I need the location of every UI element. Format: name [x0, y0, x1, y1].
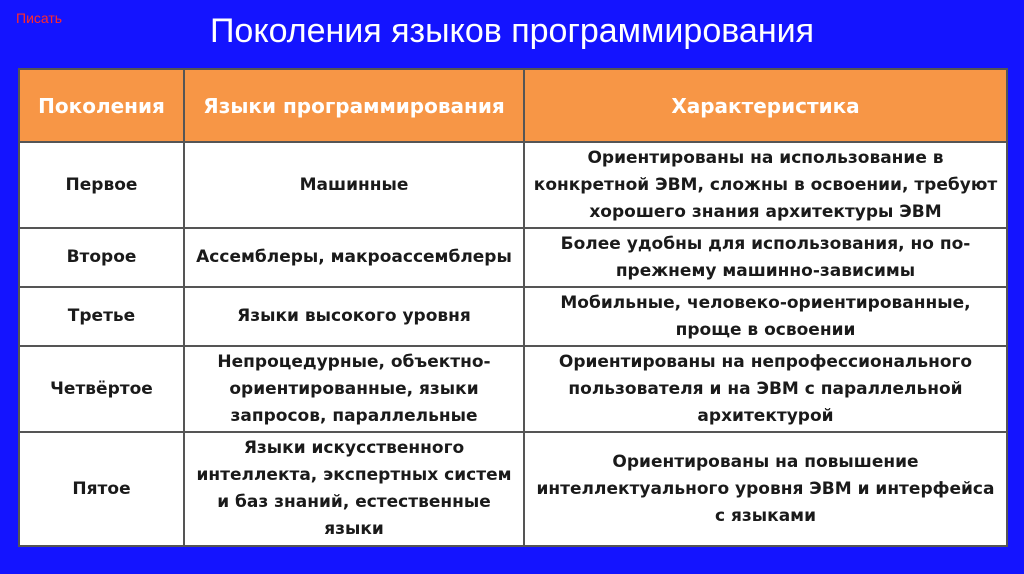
- characteristic-cell: Более удобны для использования, но по-прежнему машинно-зависимы: [524, 228, 1007, 287]
- characteristic-cell: Мобильные, человеко-ориентированные, проще в освоении: [524, 287, 1007, 346]
- characteristic-cell: Ориентированы на непрофессионального пользователя и на ЭВМ с параллельной архитектурой: [524, 346, 1007, 432]
- languages-cell: Ассемблеры, макроассемблеры: [184, 228, 524, 287]
- languages-cell: Языки искусственного интеллекта, экспертных систем и баз знаний, естественные языки: [184, 432, 524, 546]
- header-characteristic: Характеристика: [524, 69, 1007, 142]
- table-row: [19, 346, 1007, 432]
- generation-cell: Третье: [19, 287, 184, 346]
- header-generations: Поколения: [19, 69, 184, 142]
- write-link[interactable]: Писать: [16, 10, 63, 26]
- generation-cell: Второе: [19, 228, 184, 287]
- languages-cell: Непроцедурные, объектно-ориентированные, языки запросов, параллельные: [184, 346, 524, 432]
- table-row: [19, 142, 1007, 228]
- page-title: Поколения языков программирования: [209, 12, 815, 50]
- languages-cell: Языки высокого уровня: [184, 287, 524, 346]
- languages-cell: Машинные: [184, 142, 524, 228]
- characteristic-cell: Ориентированы на использование в конкретной ЭВМ, сложны в освоении, требуют хорошего знания архитектуры ЭВМ: [524, 142, 1007, 228]
- generations-table: [18, 68, 1008, 547]
- table-row: [19, 228, 1007, 287]
- characteristic-cell: Ориентированы на повышение интеллектуального уровня ЭВМ и интерфейса с языками: [524, 432, 1007, 546]
- generation-cell: Пятое: [19, 432, 184, 546]
- generation-cell: Четвёртое: [19, 346, 184, 432]
- table-header-row: [19, 69, 1007, 142]
- generation-cell: Первое: [19, 142, 184, 228]
- table-row: [19, 287, 1007, 346]
- table-row: [19, 432, 1007, 546]
- header-languages: Языки программирования: [184, 69, 524, 142]
